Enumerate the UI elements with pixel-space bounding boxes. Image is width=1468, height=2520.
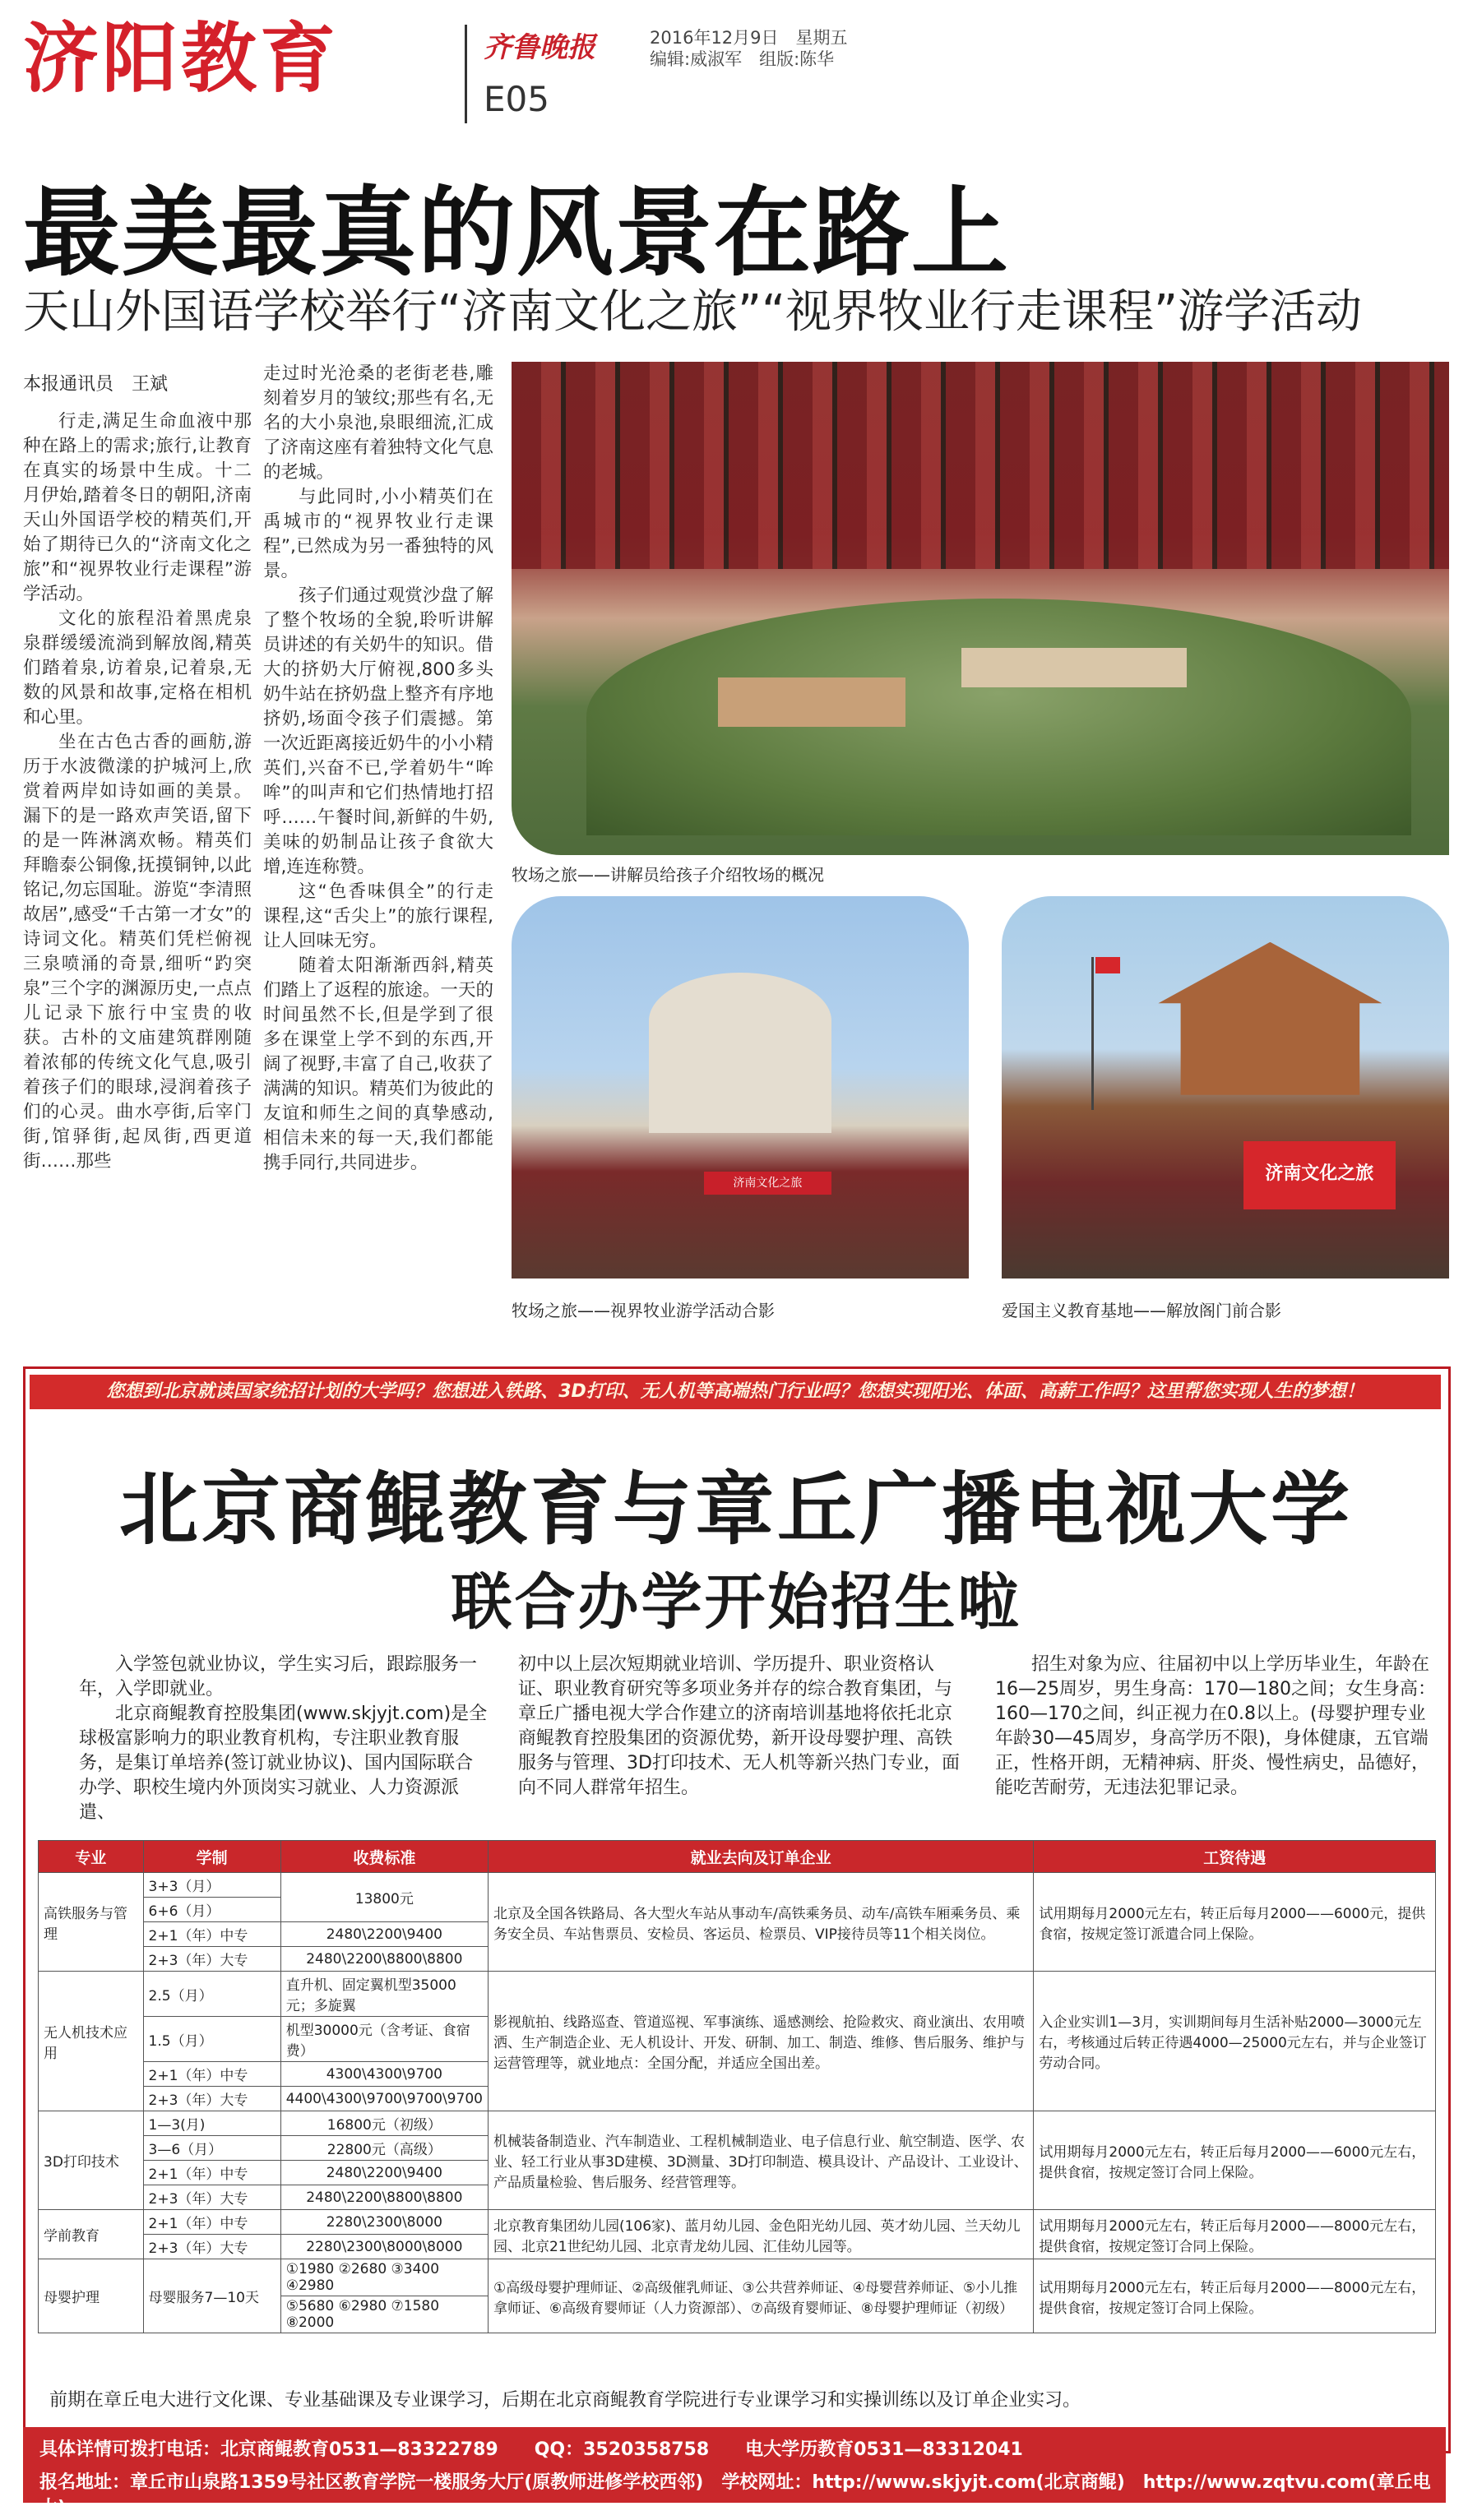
cell-fee: 2480\2200\8800\8800 [280, 1947, 488, 1972]
cell-term: 2+3（年）大专 [143, 1947, 280, 1972]
group-banner: 济南文化之旅 [704, 1172, 832, 1195]
model-building [718, 677, 905, 727]
cell-term: 2+3（年）大专 [143, 2087, 280, 2111]
header-jobs: 就业去向及订单企业 [488, 1841, 1033, 1873]
cell-major: 学前教育 [39, 2210, 144, 2259]
article-column-2 [263, 362, 493, 1352]
students-group [512, 362, 1449, 569]
paragraph: 文化的旅程沿着黑虎泉泉群缓缓流淌到解放阁,精英们踏着泉,访着泉,记着泉,无数的风景和故事,定格在相机和心里。 [23, 608, 252, 728]
masthead-divider [465, 25, 467, 123]
cell-fee: 直升机、固定翼机型35000元；多旋翼 [280, 1972, 488, 2017]
cell-salary: 试用期每月2000元左右，转正后每月2000——8000元左右，提供食宿，按规定签订合同上保险。 [1034, 2210, 1436, 2259]
contact-line: 具体详情可拨打电话：北京商鲲教育0531—83322789 QQ：3520358758 电大学历教育0531—83312041 [39, 2439, 1023, 2460]
cell-fee: ①1980 ②2680 ③3400 ④2980 [280, 2259, 488, 2296]
table-row [39, 2259, 1436, 2296]
article-headline: 最美最真的风景在路上 [23, 176, 1011, 289]
farm-tour-photo [512, 362, 1449, 855]
section-title: 济阳教育 [23, 15, 340, 103]
travel-banner: 济南文化之旅 [1243, 1141, 1396, 1210]
cell-term: 2+3（年）大专 [143, 2235, 280, 2259]
ad-subtitle: 联合办学开始招生啦 [451, 1567, 1021, 1638]
cell-term: 3+3（月） [143, 1873, 280, 1898]
cell-major: 无人机技术应用 [39, 1972, 144, 2111]
paragraph: 这“色香味俱全”的行走课程,这“舌尖上”的旅行课程,让人回味无穷。 [263, 881, 493, 951]
paragraph: 行走,满足生命血液中那种在路上的需求;旅行,让教育在真实的场景中生成。十二月伊始,踏着冬日的朝阳,济南天山外国语学校的精英们,开始了期待已久的“济南文化之旅”和“视界牧业行走课程”游学活动。 [23, 411, 252, 604]
cell-term: 1—3(月) [143, 2111, 280, 2136]
paper-name: 齐鲁晚报 [484, 31, 595, 64]
article-subhead: 天山外国语学校举行“济南文化之旅”“视界牧业行走课程”游学活动 [23, 285, 1363, 339]
table-row [39, 2111, 1436, 2136]
cell-salary: 入企业实训1—3月，实训期间每月生活补贴2000—3000元左右，考核通过后转正待遇4000—25000元左右，并与企业签订劳动合同。 [1034, 1972, 1436, 2111]
cell-term: 2+1（年）中专 [143, 2210, 280, 2235]
cell-major: 3D打印技术 [39, 2111, 144, 2210]
cell-salary: 试用期每月2000元左右，转正后每月2000——6000元，提供食宿，按规定签订派遣合同上保险。 [1034, 1873, 1436, 1972]
cell-term: 2+1（年）中专 [143, 1922, 280, 1947]
page-number: E05 [484, 79, 549, 119]
cell-fee: 22800元（高级） [280, 2136, 488, 2161]
issue-date: 2016年12月9日 星期五 [650, 28, 848, 48]
cell-term: 2+1（年）中专 [143, 2062, 280, 2087]
cell-fee: 2480\2200\9400 [280, 1922, 488, 1947]
cell-term: 2+1（年）中专 [143, 2161, 280, 2185]
cell-jobs: 北京教育集团幼儿园(106家)、蓝月幼儿园、金色阳光幼儿园、英才幼儿园、兰天幼儿园、北京21世纪幼儿园、北京青龙幼儿园、汇佳幼儿园等。 [488, 2210, 1033, 2259]
ad-closing: 前期在章丘电大进行文化课、专业基础课及专业课学习，后期在北京商鲲教育学院进行专业课学习和实操训练以及订单企业实习。 [49, 2390, 1081, 2411]
photo-caption: 牧场之旅——视界牧业游学活动合影 [512, 1301, 775, 1320]
ad-column-2 [518, 1653, 962, 1801]
ad-paragraph: 入学签包就业协议，学生实习后，跟踪服务一年，入学即就业。 [79, 1654, 478, 1699]
cell-term: 2.5（月） [143, 1972, 280, 2017]
ad-footer [23, 2427, 1446, 2518]
cell-fee: 机型30000元（含考证、食宿费） [280, 2017, 488, 2062]
photo-caption: 牧场之旅——讲解员给孩子介绍牧场的概况 [512, 865, 824, 885]
ad-paragraph: 招生对象为应、往届初中以上学历毕业生，年龄在16—25周岁，男生身高：170—180之间；女生身高：160—170之间，纠正视力在0.8以上。(母婴护理专业年龄30—45周岁，身高学历不限)，身体健康，五官端正，性格开朗，无精神病、肝炎、慢性病史，品德好，能吃苦耐劳，无违法犯罪记录。 [995, 1654, 1436, 1798]
farm-model [586, 599, 1411, 835]
article-byline: 本报通讯员 王斌 [23, 374, 169, 395]
cell-fee: 2480\2200\9400 [280, 2161, 488, 2185]
cell-jobs: 影视航拍、线路巡查、管道巡视、军事演练、遥感测绘、抢险救灾、商业演出、农用喷洒、生产制造企业、无人机设计、开发、研制、加工、制造、维修、售后服务、维护与运营管理等，就业地点：全国分配，并适应全国出差。 [488, 1972, 1033, 2111]
cell-term: 1.5（月） [143, 2017, 280, 2062]
cell-fee: 4300\4300\9700 [280, 2062, 488, 2087]
table-row [39, 1972, 1436, 2017]
editors: 编辑:威淑军 组版:陈华 [650, 49, 835, 69]
cell-jobs: ①高级母婴护理师证、②高级催乳师证、③公共营养师证、④母婴营养师证、⑤小儿推拿师证、⑥高级育婴师证（人力资源部）、⑦高级育婴师证、⑧母婴护理师证（初级） [488, 2259, 1033, 2333]
cell-jobs: 北京及全国各铁路局、各大型火车站从事动车/高铁乘务员、动车/高铁车厢乘务员、乘务安全员、车站售票员、安检员、客运员、检票员、VIP接待员等11个相关岗位。 [488, 1873, 1033, 1972]
ad-title: 北京商鲲教育与章丘广播电视大学 [119, 1463, 1353, 1556]
ad-column-3 [995, 1653, 1439, 1801]
capitol-building [649, 973, 831, 1133]
table-row [39, 1873, 1436, 1898]
cell-fee: 2280\2300\8000\8000 [280, 2235, 488, 2259]
cell-salary: 试用期每月2000元左右，转正后每月2000——6000元左右，提供食宿，按规定签订合同上保险。 [1034, 2111, 1436, 2210]
cell-major: 高铁服务与管理 [39, 1873, 144, 1972]
cell-term: 3—6（月） [143, 2136, 280, 2161]
flag [1095, 957, 1120, 973]
address-line: 报名地址：章丘市山泉路1359号社区教育学院一楼服务大厅(原教师进修学校西邻) 学校网址：http://www.skjyjt.com(北京商鲲) http://www.zqtvu.com(章丘电大) [39, 2472, 1431, 2518]
header-salary: 工资待遇 [1034, 1841, 1436, 1873]
header-major: 专业 [39, 1841, 144, 1873]
ad-banner: 您想到北京就读国家统招计划的大学吗？您想进入铁路、3D打印、无人机等高端热门行业吗？您想实现阳光、体面、高薪工作吗？这里帮您实现人生的梦想！ [30, 1375, 1441, 1409]
cell-term: 母婴服务7—10天 [143, 2259, 280, 2333]
paragraph: 随着太阳渐渐西斜,精英们踏上了返程的旅途。一天的时间虽然不长,但是学到了很多在课堂上学不到的东西,开阔了视野,丰富了自己,收获了满满的知识。精英们为彼此的友谊和师生之间的真挚感动,相信未来的每一天,我们都能携手同行,共同进步。 [263, 955, 493, 1173]
paragraph: 走过时光沧桑的老街老巷,雕刻着岁月的皱纹;那些有名,无名的大小泉池,泉眼细流,汇成了济南这座有着独特文化气息的老城。 [263, 363, 493, 483]
cell-fee: 4400\4300\9700\9700\9700 [280, 2087, 488, 2111]
table-header [39, 1841, 1436, 1873]
cell-fee: 13800元 [280, 1873, 488, 1922]
cell-term: 6+6（月） [143, 1898, 280, 1922]
paragraph: 孩子们通过观赏沙盘了解了整个牧场的全貌,聆听讲解员讲述的有关奶牛的知识。借大的挤奶大厅俯视,800多头奶牛站在挤奶盘上整齐有序地挤奶,场面令孩子们震撼。第一次近距离接近奶牛的小小精英们,兴奋不已,学着奶牛“哞哞”的叫声和它们热情地打招呼……午餐时间,新鲜的牛奶,美味的奶制品让孩子食欲大增,连连称赞。 [263, 585, 493, 877]
cell-salary: 试用期每月2000元左右，转正后每月2000——8000元左右，提供食宿，按规定签订合同上保险。 [1034, 2259, 1436, 2333]
paragraph: 与此同时,小小精英们在禹城市的“视界牧业行走课程”,已然成为另一番独特的风景。 [263, 487, 493, 581]
photo-caption: 爱国主义教育基地——解放阁门前合影 [1002, 1301, 1281, 1320]
model-building [961, 648, 1187, 687]
paragraph: 坐在古色古香的画舫,游历于水波微漾的护城河上,欣赏着两岸如诗如画的美景。漏下的是一路欢声笑语,留下的是一阵淋漓欢畅。精英们拜瞻泰公铜像,抚摸铜钟,以此铭记,勿忘国耻。游览“李清照故居”,感受“千古第一才女”的诗词文化。精英们凭栏俯视三泉喷涌的奇景,细听“趵突泉”三个字的渊源历史,一点点儿记录下旅行中宝贵的收获。古朴的文庙建筑群刚随着浓郁的传统文化气息,吸引着孩子们的眼球,浸润着孩子们的心灵。曲水亭街,后宰门街,馆驿街,起凤街,西更道街……那些 [23, 732, 252, 1172]
cell-major: 母婴护理 [39, 2259, 144, 2333]
cell-jobs: 机械装备制造业、汽车制造业、工程机械制造业、电子信息行业、航空制造、医学、农业、轻工行业从事3D建模、3D测量、3D打印制造、模具设计、产品设计、工业设计、产品质量检验、售后服务、经营管理等。 [488, 2111, 1033, 2210]
header-fee: 收费标准 [280, 1841, 488, 1873]
jiefangge-group-photo [1002, 896, 1449, 1278]
program-table [38, 1840, 1436, 2333]
flagpole [1091, 957, 1094, 1110]
table-row [39, 2210, 1436, 2235]
cell-fee: ⑤5680 ⑥2980 ⑦1580 ⑧2000 [280, 2296, 488, 2333]
header-term: 学制 [143, 1841, 280, 1873]
capitol-group-photo [512, 896, 969, 1278]
ad-paragraph: 北京商鲲教育控股集团(www.skjyjt.com)是全球极富影响力的职业教育机构，专注职业教育服务，是集订单培养(签订就业协议)、国内国际联合办学、职校生境内外顶岗实习就业、人力资源派遣、 [79, 1704, 488, 1823]
ad-paragraph: 初中以上层次短期就业培训、学历提升、职业资格认证、职业教育研究等多项业务并存的综合教育集团，与章丘广播电视大学合作建立的济南培训基地将依托北京商鲲教育控股集团的资源优势，新开设母婴护理、高铁服务与管理、3D打印技术、无人机等新兴热门专业，面向不同人群常年招生。 [518, 1654, 960, 1798]
cell-fee: 16800元（初级） [280, 2111, 488, 2136]
article-column-1 [23, 409, 252, 1351]
cell-fee: 2280\2300\8000 [280, 2210, 488, 2235]
ad-column-1 [79, 1653, 490, 1825]
cell-term: 2+3（年）大专 [143, 2185, 280, 2210]
gate-tower [1158, 942, 1382, 1095]
cell-fee: 2480\2200\8800\8800 [280, 2185, 488, 2210]
